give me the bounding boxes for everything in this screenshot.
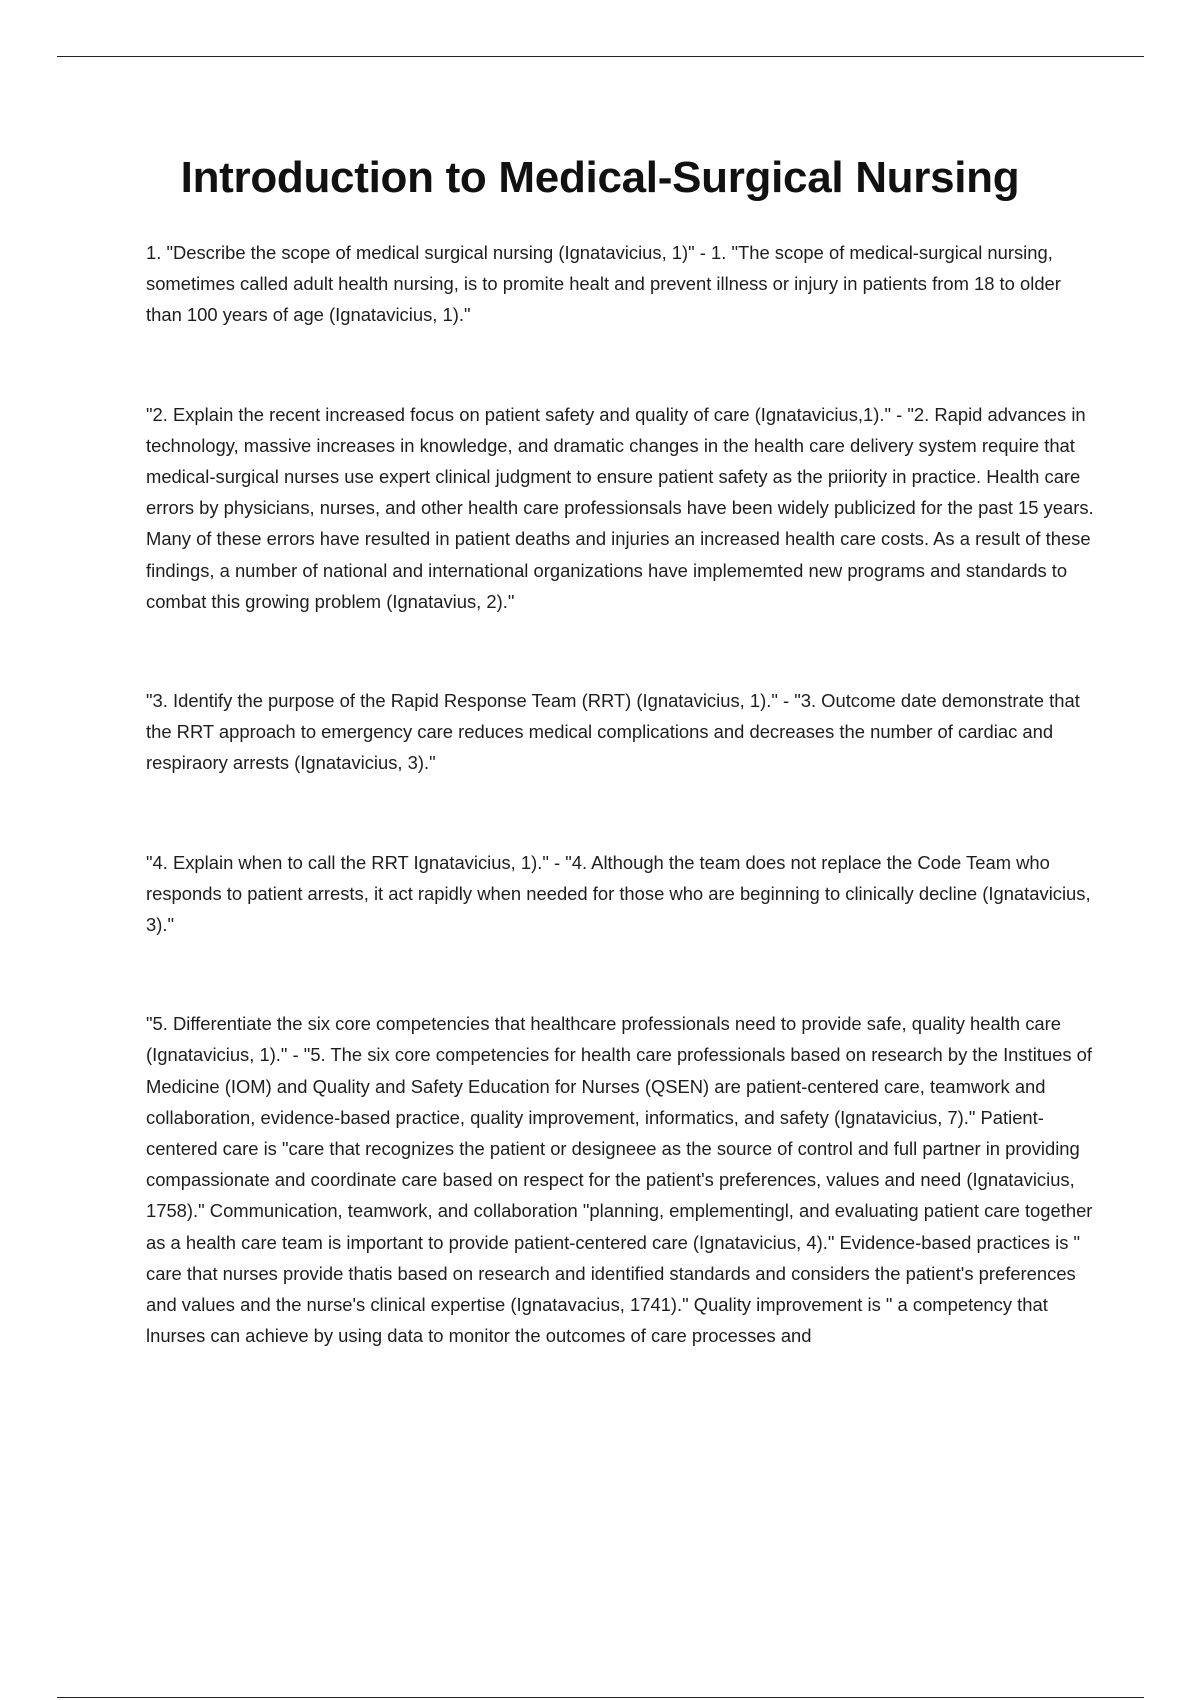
paragraph-4: "4. Explain when to call the RRT Ignatavicius, 1)." - "4. Although the team does not replace the Code Team who responds to patient arrests, it act rapidly when needed for those who are beginning to clinically decline (Ignatavicius, 3)."	[146, 851, 1091, 936]
page-title: Introduction to Medical-Surgical Nursing	[180, 153, 1020, 202]
paragraph-2: "2. Explain the recent increased focus on patient safety and quality of care (Ignatavicius,1)." - "2. Rapid advances in technology, massive increases in knowledge, and dramatic changes in the health care delivery system require that medical-surgical nurses use expert clinical judgment to ensure patient safety as the priiority in practice. Health care errors by physicians, nurses, and other health care professionsals have been widely publicized for the past 15 years. Many of these errors have resulted in patient deaths and injuries an increased health care costs. As a result of these findings, a number of national and international organizations have implememted new programs and standards to combat this growing problem (Ignatavius, 2)."	[146, 403, 1094, 612]
paragraph-1: 1. "Describe the scope of medical surgical nursing (Ignatavicius, 1)" - 1. "The scope of medical-surgical nursing, sometimes called adult health nursing, is to promite healt and prevent illness or injury in patients from 18 to older than 100 years of age (Ignatavicius, 1)."	[146, 242, 1061, 326]
paragraph-3: "3. Identify the purpose of the Rapid Response Team (RRT) (Ignatavicius, 1)." - "3. Outcome date demonstrate that the RRT approach to emergency care reduces medical complications and decreases the number of cardiac and respiraory arrests (Ignatavicius, 3)."	[146, 690, 1080, 774]
paragraph-5: "5. Differentiate the six core competencies that healthcare professionals need to provide safe, quality health care (Ignatavicius, 1)." - "5. The six core competencies for health care professionals based on research by the Institues of Medicine (IOM) and Quality and Safety Education for Nurses (QSEN) are patient-centered care, teamwork and collaboration, evidence-based practice, quality improvement, informatics, and safety (Ignatavicius, 7)." Patient-centered care is "care that recognizes the patient or designeee as the source of control and full partner in providing compassionate and coordinate care based on respect for the patient's preferences, values and need (Ignatavicius, 1758)." Communication, teamwork, and collaboration "planning, emplementingl, and evaluating patient care together as a health care team is important to provide patient-centered care (Ignatavicius, 4)." Evidence-based practices is " care that nurses provide thatis based on research and identified standards and considers the patient's preferences and values and the nurse's clinical expertise (Ignatavacius, 1741)." Quality improvement is " a competency that lnurses can achieve by using data to monitor the outcomes of care processes and	[146, 1013, 1093, 1347]
document-body	[146, 237, 1096, 1351]
bottom-divider	[57, 1697, 1144, 1698]
top-divider	[57, 56, 1144, 57]
